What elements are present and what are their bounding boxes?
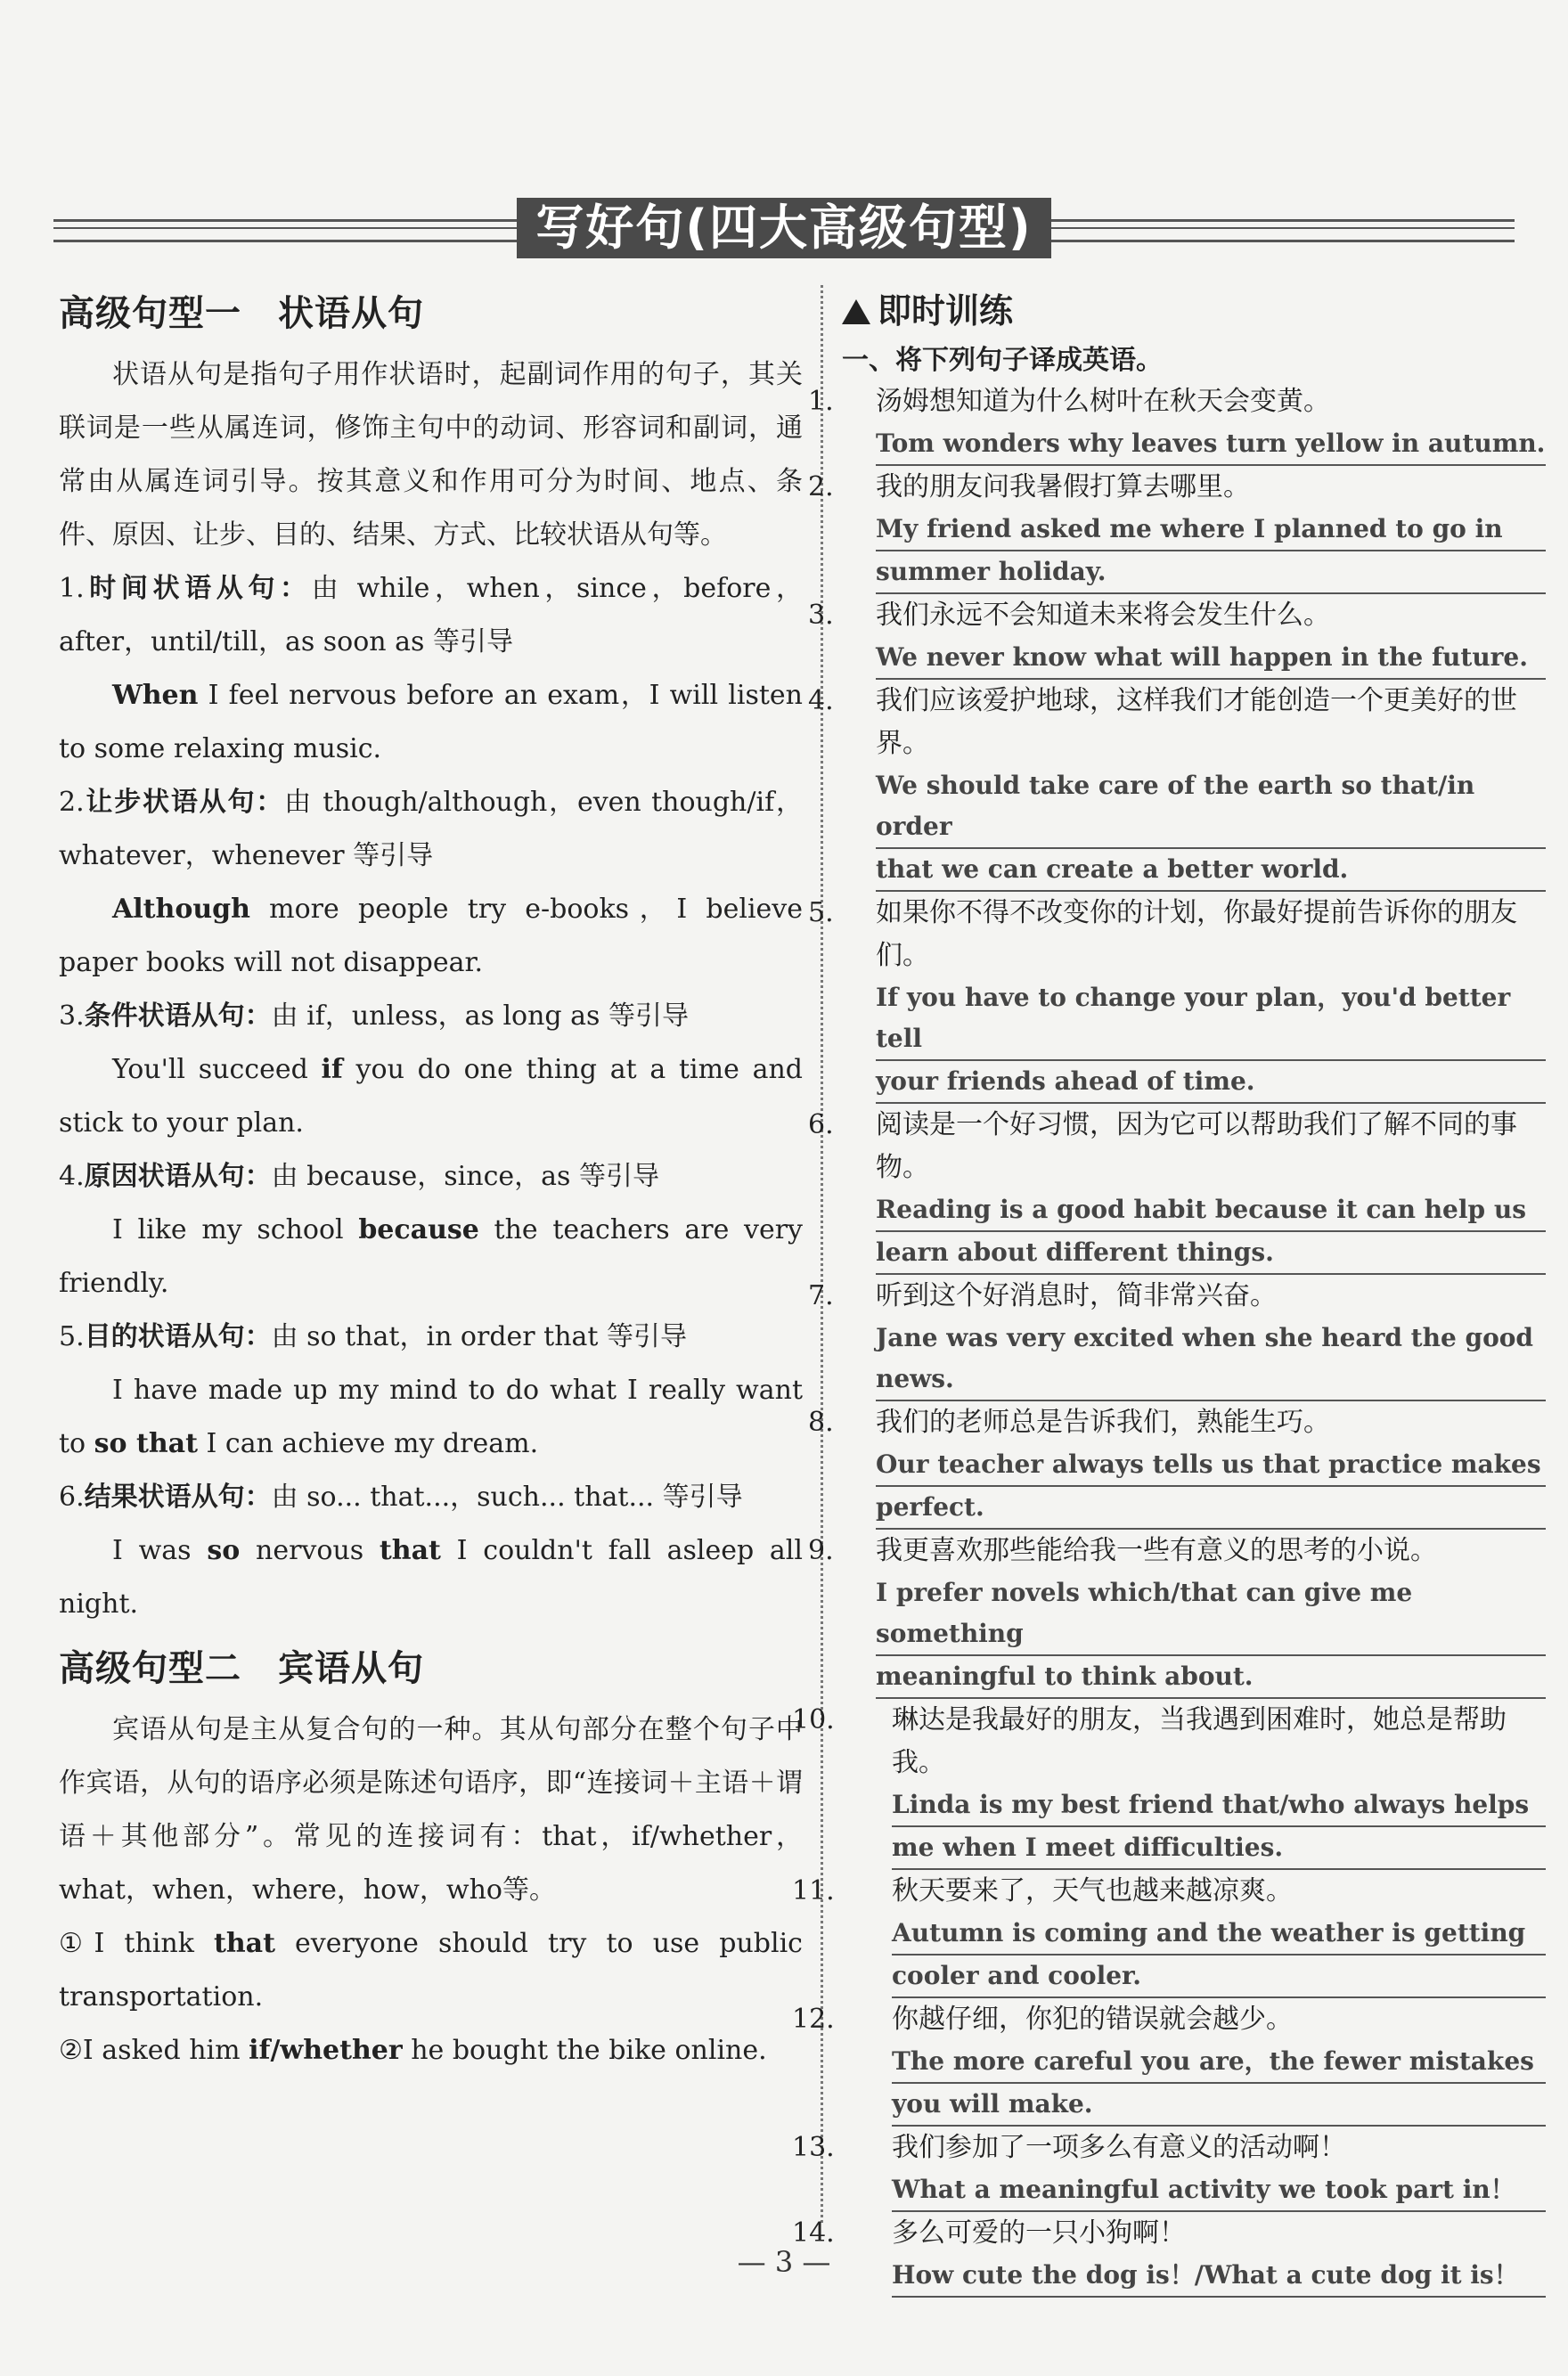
keyword: When	[112, 680, 199, 711]
keyword: so that	[94, 1428, 198, 1459]
question-number: 12.	[792, 2004, 835, 2035]
exercise-item	[808, 380, 1546, 466]
answer-line: Linda is my best friend that/who always helps	[892, 1784, 1546, 1827]
heading-adverbial-clause: 高级句型一 状语从句	[59, 293, 424, 334]
concession-clause-rule	[59, 776, 803, 883]
answer-block	[876, 1318, 1546, 1401]
question-text	[808, 1275, 1546, 1318]
question-chinese: 秋天要来了，天气也越来越凉爽。	[892, 1875, 1293, 1907]
answer-line: cooler and cooler.	[892, 1956, 1546, 1998]
question-chinese: 如果你不得不改变你的计划，你最好提前告诉你的朋友们。	[876, 897, 1517, 971]
question-number: 13.	[792, 2132, 835, 2163]
rule-number: 3.	[59, 1000, 85, 1032]
practice-instruction: 一、将下列句子译成英语。	[842, 345, 1163, 376]
answer-line: summer holiday.	[876, 551, 1546, 594]
reason-clause-example	[59, 1204, 803, 1310]
practice-title: 即时训练	[878, 291, 1014, 331]
exercise-list	[792, 380, 1546, 2298]
answer-line: Reading is a good habit because it can help us	[876, 1189, 1546, 1232]
keyword: that	[213, 1928, 275, 1959]
question-number: 4.	[808, 685, 834, 716]
rule-number: 4.	[59, 1161, 85, 1192]
concession-clause-example	[59, 883, 803, 990]
question-text	[808, 380, 1546, 423]
heading-object-clause: 高级句型二 宾语从句	[59, 1648, 424, 1689]
answer-line: meaningful to think about.	[876, 1656, 1546, 1699]
question-chinese: 多么可爱的一只小狗啊！	[892, 2217, 1186, 2249]
question-text	[792, 1998, 1546, 2041]
exercise-question	[792, 1699, 1546, 1784]
answer-block	[876, 637, 1546, 680]
answer-block	[876, 509, 1546, 594]
example-text: I can achieve my dream.	[197, 1428, 539, 1459]
example-text: I was	[112, 1535, 208, 1566]
example-text: I couldn't fall asleep all night.	[59, 1535, 803, 1620]
question-text	[808, 1104, 1546, 1189]
exercise-item	[792, 1870, 1546, 1998]
exercise-item	[808, 466, 1546, 594]
rule-text: 由 because，since，as 等引导	[271, 1161, 659, 1192]
banner-rule-right	[1051, 219, 1515, 242]
question-text	[808, 1530, 1546, 1572]
banner-rule-left	[53, 219, 517, 242]
example-text: he bought the bike online.	[402, 2035, 767, 2066]
answer-block	[876, 765, 1546, 892]
left-column	[59, 276, 803, 2078]
keyword: if/whether	[249, 2035, 403, 2066]
answer-block	[876, 977, 1546, 1104]
rule-title: 时间状语从句：	[84, 573, 312, 604]
question-text	[808, 680, 1546, 765]
keyword: if	[321, 1054, 343, 1085]
rule-number: 1.	[59, 573, 85, 604]
answer-line: How cute the dog is！/What a cute dog it is！	[892, 2255, 1546, 2298]
column-divider	[821, 285, 823, 2223]
answer-line: me when I meet difficulties.	[892, 1827, 1546, 1870]
exercise-question	[808, 1104, 1546, 1189]
answer-block	[892, 1913, 1546, 1998]
result-clause-example	[59, 1524, 803, 1631]
example-text: You'll succeed	[112, 1054, 322, 1085]
object-example-1	[59, 1917, 803, 2024]
condition-clause-example	[59, 1043, 803, 1150]
exercise-item	[808, 1530, 1546, 1699]
answer-line: We never know what will happen in the future.	[876, 637, 1546, 680]
example-text: I have made up my mind to do what I really want to	[59, 1375, 803, 1459]
rule-number: 6.	[59, 1482, 85, 1513]
page-number: — 3 —	[737, 2245, 831, 2279]
question-chinese: 听到这个好消息时，简非常兴奋。	[876, 1280, 1277, 1311]
answer-line: We should take care of the earth so that/in order	[876, 765, 1546, 849]
question-number: 8.	[808, 1407, 834, 1438]
question-number: 3.	[808, 600, 834, 631]
section-banner	[53, 198, 1515, 258]
question-chinese: 我们应该爱护地球，这样我们才能创造一个更美好的世界。	[876, 685, 1517, 759]
result-clause-rule	[59, 1471, 803, 1524]
answer-block	[892, 1784, 1546, 1870]
reason-clause-rule	[59, 1150, 803, 1204]
time-clause-rule	[59, 562, 803, 669]
exercise-item	[808, 594, 1546, 680]
example-text: ②I asked him	[59, 2035, 249, 2066]
keyword: Although	[112, 894, 250, 925]
question-text	[808, 594, 1546, 637]
rule-text: 由 so that，in order that 等引导	[271, 1321, 688, 1352]
question-number: 10.	[792, 1704, 835, 1735]
answer-line: I prefer novels which/that can give me something	[876, 1572, 1546, 1656]
answer-block	[892, 2041, 1546, 2127]
answer-line: Tom wonders why leaves turn yellow in autumn.	[876, 423, 1546, 466]
answer-line: Our teacher always tells us that practice makes	[876, 1444, 1546, 1487]
answer-line: Jane was very excited when she heard the good news.	[876, 1318, 1546, 1401]
banner-title: 写好句(四大高级句型)	[517, 198, 1051, 258]
question-number: 11.	[792, 1875, 835, 1907]
answer-line: The more careful you are，the fewer mistakes	[892, 2041, 1546, 2084]
answer-line: What a meaningful activity we took part in！	[892, 2169, 1546, 2212]
exercise-question	[808, 466, 1546, 509]
answer-line: Autumn is coming and the weather is getting	[892, 1913, 1546, 1956]
exercise-question	[808, 380, 1546, 423]
answer-line: that we can create a better world.	[876, 849, 1546, 892]
keyword: so	[207, 1535, 241, 1566]
object-intro: 宾语从句是主从复合句的一种。其从句部分在整个句子中作宾语，从句的语序必须是陈述句语序，即“连接词＋主语＋谓语＋其他部分”。常见的连接词有：that，if/whether，what，when，where，how，who等。	[59, 1714, 803, 1906]
question-text	[792, 2127, 1546, 2169]
practice-heading	[842, 283, 1546, 332]
triangle-icon	[842, 299, 870, 324]
keyword: because	[358, 1214, 479, 1245]
example-text: I feel nervous before an exam，I will listen to some relaxing music.	[59, 680, 803, 764]
answer-block	[876, 1572, 1546, 1699]
rule-title: 条件状语从句：	[84, 1000, 272, 1032]
answer-line: My friend asked me where I planned to go in	[876, 509, 1546, 551]
exercise-item	[808, 892, 1546, 1104]
question-text	[808, 892, 1546, 977]
example-text: I like my school	[112, 1214, 359, 1245]
question-chinese: 琳达是我最好的朋友，当我遇到困难时，她总是帮助我。	[892, 1704, 1507, 1778]
example-text: more people try e-books，I believe paper books will not disappear.	[59, 894, 803, 978]
exercise-item	[808, 1104, 1546, 1275]
object-example-2	[59, 2024, 803, 2078]
question-chinese: 你越仔细，你犯的错误就会越少。	[892, 2004, 1293, 2035]
exercise-question	[808, 892, 1546, 977]
question-text	[792, 1870, 1546, 1913]
question-number: 2.	[808, 471, 834, 502]
exercise-question	[808, 594, 1546, 637]
rule-text: 由 if，unless，as long as 等引导	[271, 1000, 689, 1032]
exercise-item	[808, 1401, 1546, 1530]
exercise-question	[792, 1998, 1546, 2041]
question-text	[792, 1699, 1546, 1784]
question-chinese: 我更喜欢那些能给我一些有意义的思考的小说。	[876, 1535, 1437, 1566]
question-number: 14.	[792, 2217, 835, 2249]
question-number: 7.	[808, 1280, 834, 1311]
question-chinese: 阅读是一个好习惯，因为它可以帮助我们了解不同的事物。	[876, 1109, 1517, 1183]
example-text: the teachers are very friendly.	[59, 1214, 803, 1299]
exercise-question	[792, 2127, 1546, 2169]
answer-line: learn about different things.	[876, 1232, 1546, 1275]
time-clause-example	[59, 669, 803, 776]
answer-block	[892, 2169, 1546, 2212]
purpose-clause-example	[59, 1364, 803, 1471]
rule-text: 由 while，when，since，before，after，until/till，as soon as 等引导	[59, 573, 804, 657]
keyword: that	[379, 1535, 441, 1566]
answer-block	[876, 1444, 1546, 1530]
rule-title: 让步状语从句：	[84, 787, 285, 818]
question-chinese: 我的朋友问我暑假打算去哪里。	[876, 471, 1250, 502]
condition-clause-rule	[59, 990, 803, 1043]
exercise-item	[792, 1998, 1546, 2127]
question-number: 5.	[808, 897, 834, 928]
question-chinese: 汤姆想知道为什么树叶在秋天会变黄。	[876, 386, 1330, 417]
example-text: ①I think	[59, 1928, 214, 1959]
rule-title: 目的状语从句：	[84, 1321, 272, 1352]
rule-title: 结果状语从句：	[84, 1482, 272, 1513]
exercise-question	[808, 1275, 1546, 1318]
adverbial-intro: 状语从句是指句子用作状语时，起副词作用的句子，其关联词是一些从属连词，修饰主句中的动词、形容词和副词，通常由从属连词引导。按其意义和作用可分为时间、地点、条件、原因、让步、目的、结果、方式、比较状语从句等。	[59, 359, 803, 551]
rule-number: 2.	[59, 787, 85, 818]
answer-block	[876, 423, 1546, 466]
exercise-item	[808, 680, 1546, 892]
question-text	[808, 466, 1546, 509]
example-text: you do one thing at a time and stick to your plan.	[59, 1054, 803, 1139]
exercise-question	[808, 680, 1546, 765]
question-chinese: 我们永远不会知道未来将会发生什么。	[876, 600, 1330, 631]
question-number: 9.	[808, 1535, 834, 1566]
question-number: 1.	[808, 386, 834, 417]
exercise-item	[792, 2127, 1546, 2212]
answer-line: you will make.	[892, 2084, 1546, 2127]
exercise-item	[792, 1699, 1546, 1870]
answer-line: perfect.	[876, 1487, 1546, 1530]
rule-number: 5.	[59, 1321, 85, 1352]
answer-line: If you have to change your plan，you'd better tell	[876, 977, 1546, 1061]
question-number: 6.	[808, 1109, 834, 1140]
answer-block	[876, 1189, 1546, 1275]
purpose-clause-rule	[59, 1310, 803, 1364]
exercise-question	[792, 1870, 1546, 1913]
rule-title: 原因状语从句：	[84, 1161, 272, 1192]
example-text: everyone should try to use public transportation.	[59, 1928, 803, 2013]
exercise-question	[808, 1401, 1546, 1444]
rule-text: 由 though/although，even though/if，whatever，whenever 等引导	[59, 787, 803, 871]
question-text	[808, 1401, 1546, 1444]
answer-line: your friends ahead of time.	[876, 1061, 1546, 1104]
question-chinese: 我们参加了一项多么有意义的活动啊！	[892, 2132, 1346, 2163]
rule-text: 由 so... that...，such... that... 等引导	[271, 1482, 743, 1513]
exercise-item	[808, 1275, 1546, 1401]
example-text: nervous	[240, 1535, 380, 1566]
question-chinese: 我们的老师总是告诉我们，熟能生巧。	[876, 1407, 1330, 1438]
exercise-question	[808, 1530, 1546, 1572]
right-column	[792, 276, 1546, 2298]
